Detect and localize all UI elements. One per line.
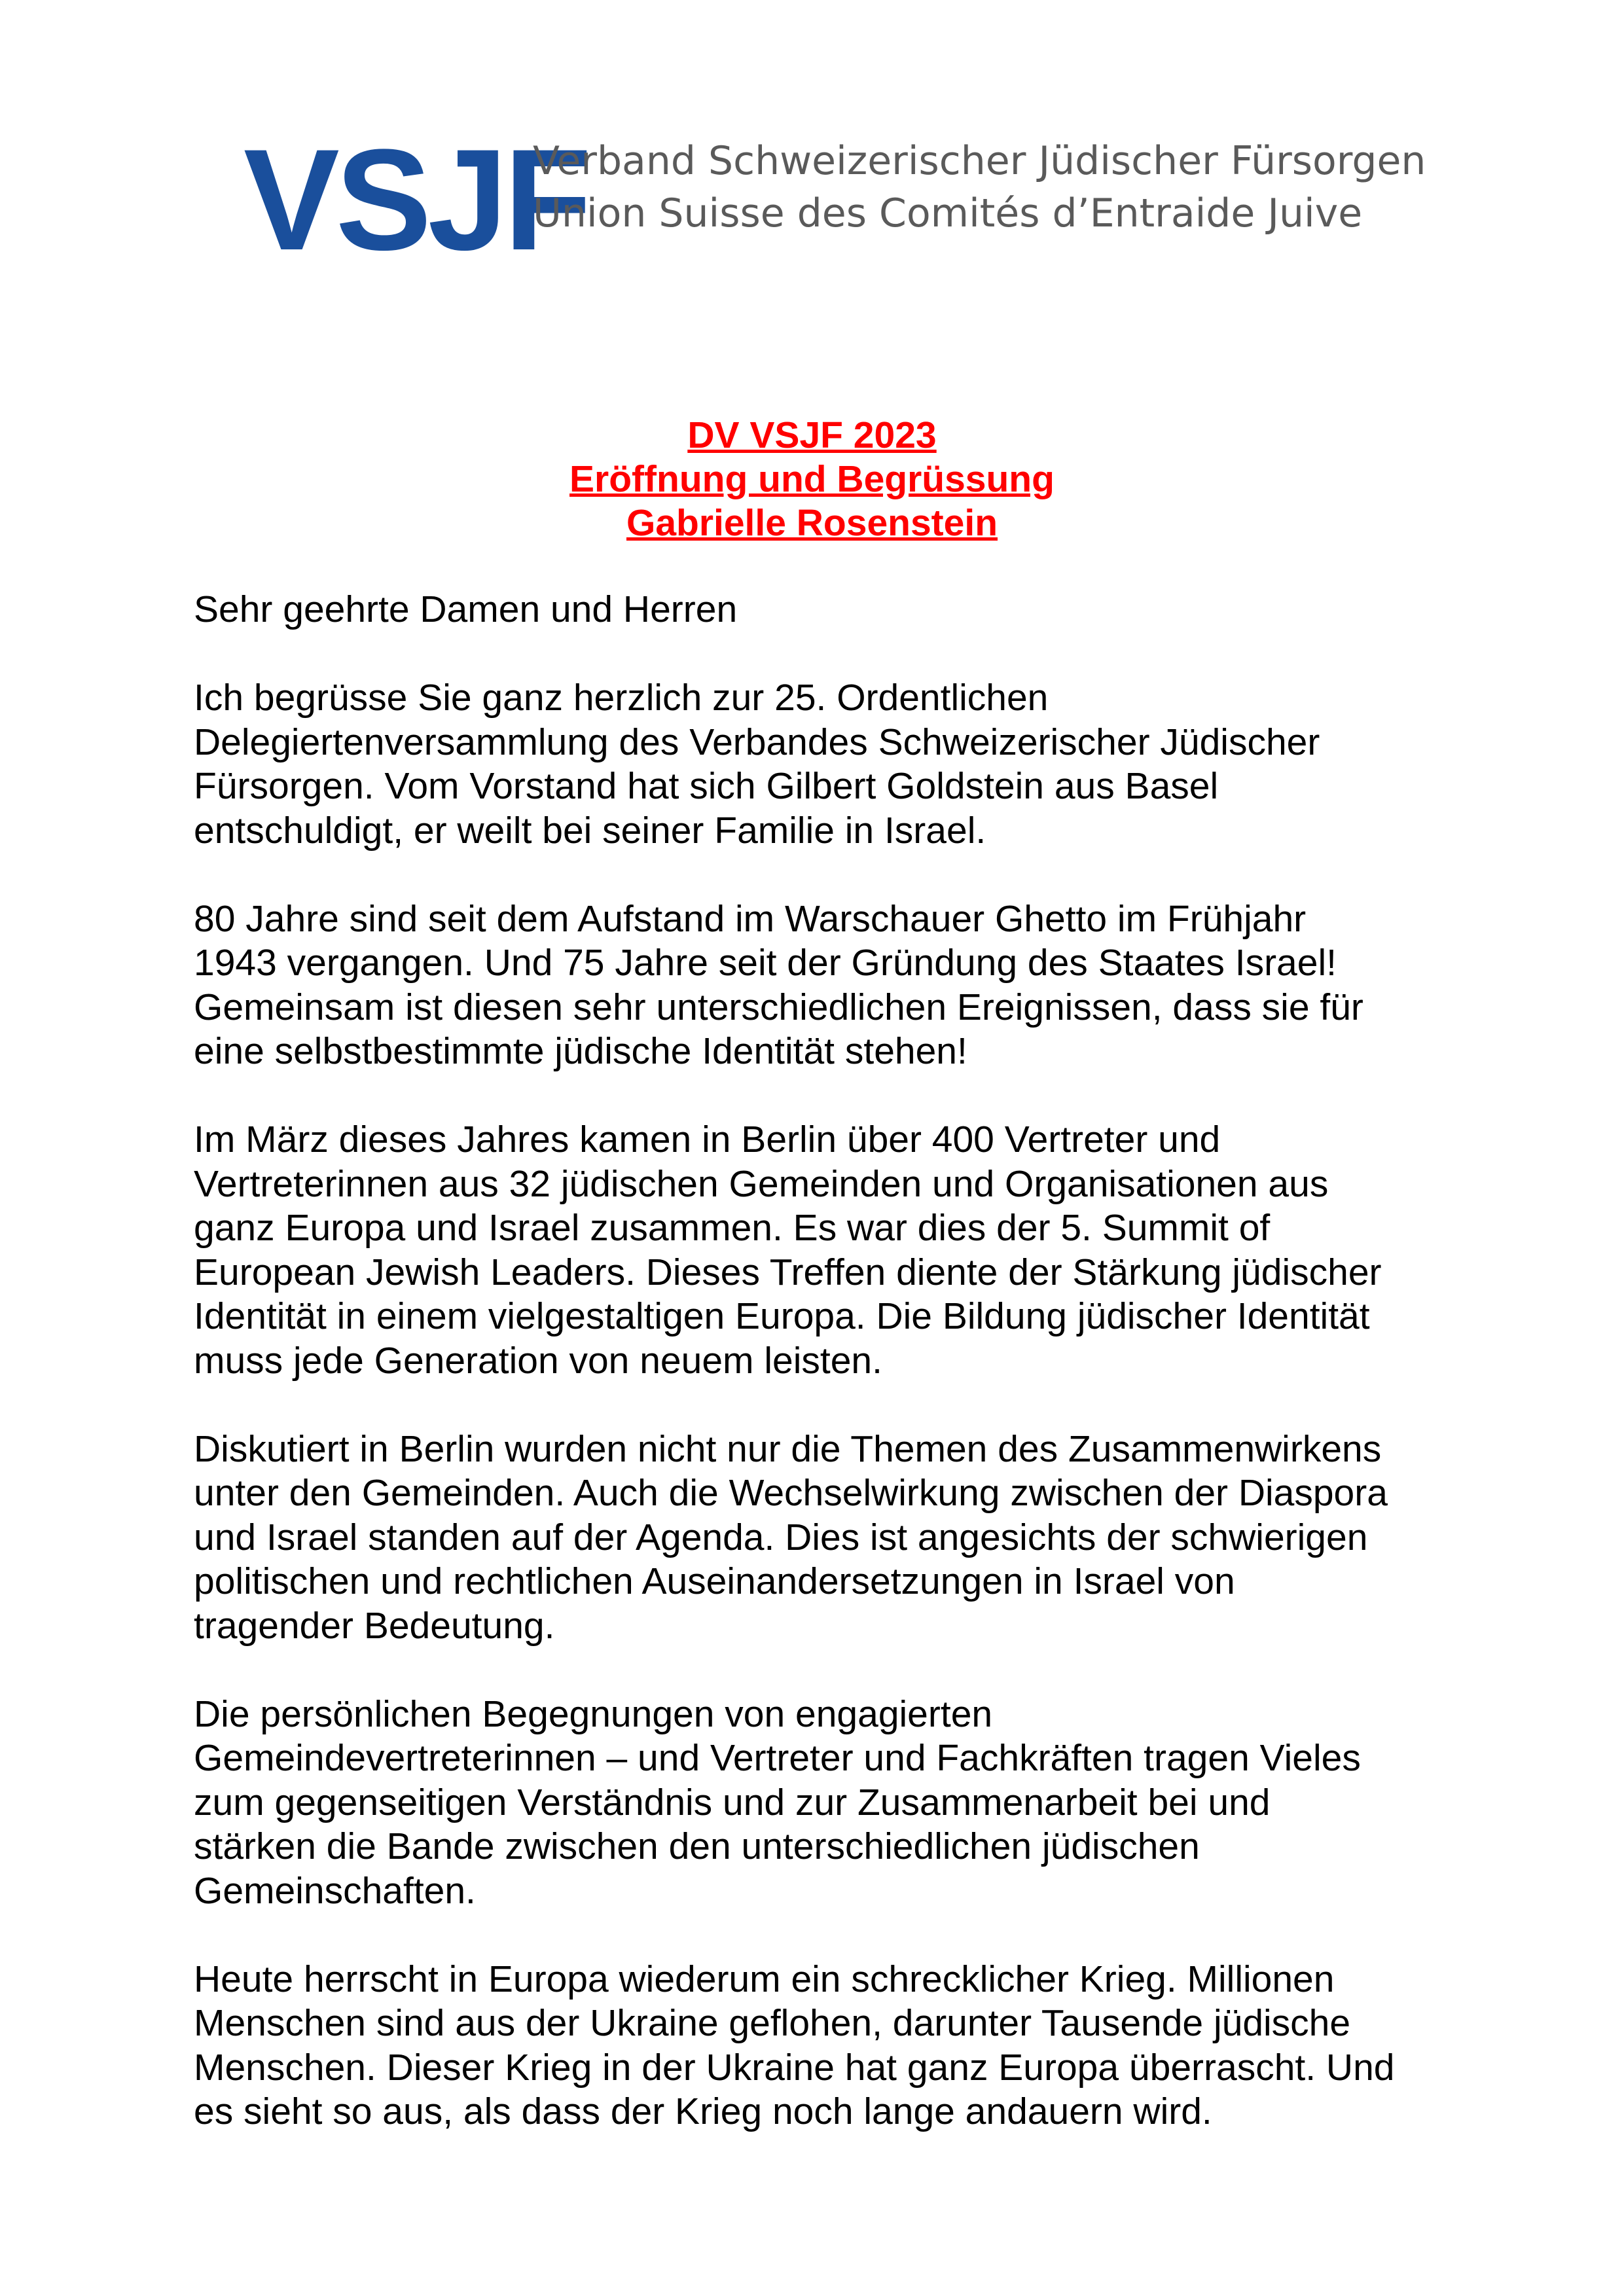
logo-line-german: Verband Schweizerischer Jüdischer Fürsorgen [533, 138, 1426, 184]
paragraph-line: Gemeinsam ist diesen sehr unterschiedlichen Ereignissen, dass sie für [194, 986, 1363, 1028]
paragraph-line: muss jede Generation von neuem leisten. [194, 1339, 882, 1382]
paragraph-line: Die persönlichen Begegnungen von engagierten [194, 1693, 993, 1735]
paragraph-line: eine selbstbestimmte jüdische Identität stehen! [194, 1030, 967, 1072]
paragraph [194, 1958, 1437, 2134]
paragraph-line: Vertreterinnen aus 32 jüdischen Gemeinden und Organisationen aus [194, 1162, 1329, 1205]
paragraph-line: entschuldigt, er weilt bei seiner Familie in Israel. [194, 809, 986, 852]
paragraph [194, 1693, 1437, 1914]
paragraph [194, 1427, 1437, 1649]
paragraph-line: Gemeindevertreterinnen – und Vertreter und Fachkräften tragen Vieles [194, 1737, 1361, 1779]
paragraph [194, 588, 1437, 632]
paragraph-line: Ich begrüsse Sie ganz herzlich zur 25. Ordentlichen [194, 677, 1049, 719]
paragraph-line: Sehr geehrte Damen und Herren [194, 588, 738, 630]
paragraph [194, 1118, 1437, 1383]
paragraph-line: politischen und rechtlichen Auseinandersetzungen in Israel von [194, 1560, 1235, 1602]
heading-author: Gabrielle Rosenstein [626, 502, 998, 544]
paragraph-line: ganz Europa und Israel zusammen. Es war dies der 5. Summit of [194, 1207, 1271, 1249]
paragraph-line: 1943 vergangen. Und 75 Jahre seit der Gründung des Staates Israel! [194, 942, 1337, 984]
paragraph-line: tragender Bedeutung. [194, 1604, 555, 1647]
document-heading [0, 414, 1624, 545]
paragraph-line: Menschen sind aus der Ukraine geflohen, darunter Tausende jüdische [194, 2002, 1351, 2044]
logo-mark: VSJF [244, 119, 588, 280]
paragraph-line: Gemeinschaften. [194, 1869, 476, 1912]
document-body [194, 588, 1437, 2178]
paragraph-line: Fürsorgen. Vom Vorstand hat sich Gilbert Goldstein aus Basel [194, 765, 1219, 807]
paragraph-line: zum gegenseitigen Verständnis und zur Zusammenarbeit bei und [194, 1781, 1271, 1823]
paragraph-line: Identität in einem vielgestaltigen Europa. Die Bildung jüdischer Identität [194, 1295, 1370, 1337]
paragraph-line: European Jewish Leaders. Dieses Treffen diente der Stärkung jüdischer [194, 1251, 1382, 1293]
paragraph-line: 80 Jahre sind seit dem Aufstand im Warschauer Ghetto im Frühjahr [194, 897, 1307, 940]
paragraph-line: Delegiertenversammlung des Verbandes Schweizerischer Jüdischer [194, 721, 1320, 763]
paragraph-line: es sieht so aus, als dass der Krieg noch lange andauern wird. [194, 2090, 1212, 2132]
paragraph-line: Im März dieses Jahres kamen in Berlin über 400 Vertreter und [194, 1119, 1221, 1160]
logo-organization-name [533, 135, 1426, 240]
paragraph-line: Menschen. Dieser Krieg in der Ukraine hat ganz Europa überrascht. Und [194, 2046, 1395, 2089]
paragraph [194, 676, 1437, 853]
paragraph-line: stärken die Bande zwischen den unterschiedlichen jüdischen [194, 1825, 1200, 1867]
logo-line-french: Union Suisse des Comités d’Entraide Juive [533, 190, 1363, 236]
paragraph-line: Diskutiert in Berlin wurden nicht nur die Themen des Zusammenwirkens [194, 1427, 1382, 1470]
heading-subtitle: Eröffnung und Begrüssung [569, 458, 1055, 500]
paragraph-line: Heute herrscht in Europa wiederum ein schrecklicher Krieg. Millionen [194, 1958, 1335, 2000]
paragraph [194, 897, 1437, 1074]
paragraph-line: unter den Gemeinden. Auch die Wechselwirkung zwischen der Diaspora [194, 1472, 1388, 1514]
heading-title: DV VSJF 2023 [687, 414, 937, 456]
paragraph-line: und Israel standen auf der Agenda. Dies ist angesichts der schwierigen [194, 1516, 1368, 1558]
